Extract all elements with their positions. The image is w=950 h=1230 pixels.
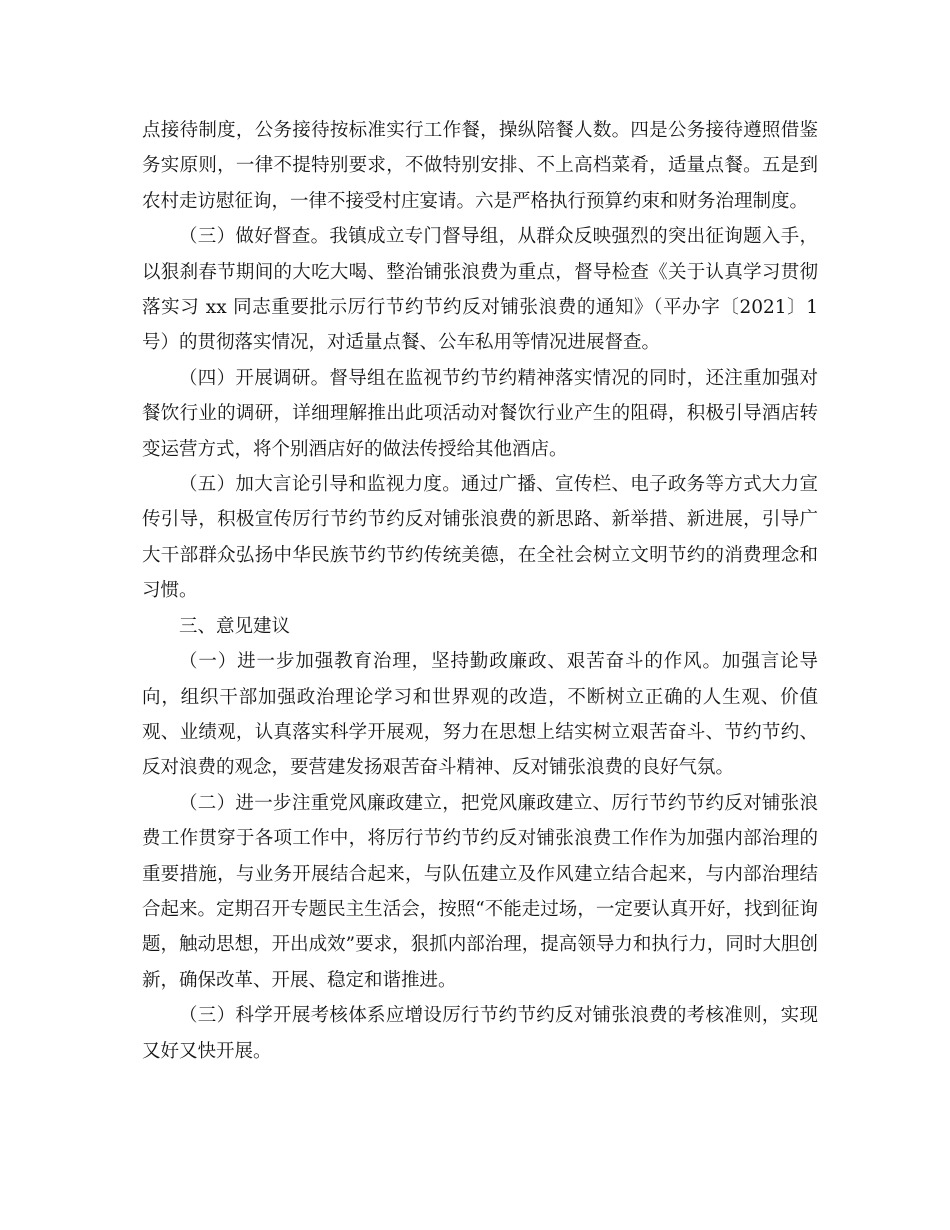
- paragraph-reception-rules: 点接待制度，公务接待按标准实行工作餐，操纵陪餐人数。四是公务接待遵照借鉴务实原则，一律不提特别要求，不做特别安排、不上高档菜肴，适量点餐。五是到农村走访慰征询，一律不接受村庄宴请。六是严格执行预算约束和财务治理制度。: [142, 120, 818, 212]
- paragraph-research: （四）开展调研。督导组在监视节约节约精神落实情况的同时，还注重加强对餐饮行业的调研，详细理解推出此项活动对餐饮行业产生的阻碍，积极引导酒店转变运营方式，将个别酒店好的做法传授给其他酒店。: [142, 367, 818, 460]
- section-heading-suggestions: 三、意见建议: [179, 615, 291, 637]
- paragraph-party-conduct: （二）进一步注重党风廉政建立，把党风廉政建立、厉行节约节约反对铺张浪费工作贯穿于各项工作中，将厉行节约节约反对铺张浪费工作作为加强内部治理的重要措施，与业务开展结合起来，与队伍建立及作风建立结合起来，与内部治理结合起来。定期召开专题民主生活会，按照“不能走过场，一定要认真开好，找到征询题，触动思想，开出成效”要求，狠抓内部治理，提高领导力和执行力，同时大胆创新，确保改革、开展、稳定和谐推进。: [142, 792, 818, 991]
- paragraph-assessment: （三）科学开展考核体系应增设厉行节约节约反对铺张浪费的考核准则，实现又好又快开展。: [142, 1005, 818, 1062]
- paragraph-education: （一）进一步加强教育治理，坚持勤政廉政、艰苦奋斗的作风。加强言论导向，组织干部加强政治理论学习和世界观的改造，不断树立正确的人生观、价值观、业绩观，认真落实科学开展观，努力在思想上结实树立艰苦奋斗、节约节约、反对浪费的观念，要营建发扬艰苦奋斗精神、反对铺张浪费的良好气氛。: [142, 651, 818, 779]
- paragraph-supervision: （三）做好督查。我镇成立专门督导组，从群众反映强烈的突出征询题入手，以狠刹春节期间的大吃大喝、整治铺张浪费为重点，督导检查《关于认真学习贯彻落实习 xx 同志重要批示厉行节约节约反对铺张浪费的通知》（平办字〔2021〕1号）的贯彻落实情况，对适量点餐、公车私用等情况进展督查。: [142, 226, 818, 354]
- document-body: [142, 113, 818, 1069]
- paragraph-public-guidance: （五）加大言论引导和监视力度。通过广播、宣传栏、电子政务等方式大力宣传引导，积极宣传厉行节约节约反对铺张浪费的新思路、新举措、新进展，引导广大干部群众弘扬中华民族节约节约传统美德，在全社会树立文明节约的消费理念和习惯。: [142, 474, 818, 602]
